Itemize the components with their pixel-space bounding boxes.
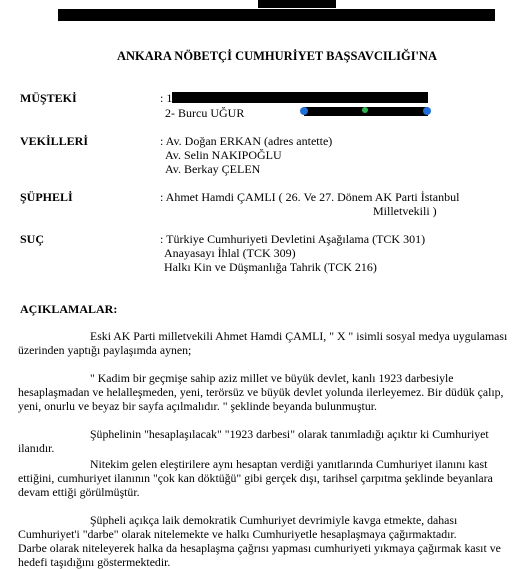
- paragraph-line: " Kadim bir geçmişe sahip aziz millet ve büyük devlet, kanlı 1923 darbesiyle: [90, 371, 454, 385]
- vekilleri-line2: Av. Selin NAKIPOĞLU: [165, 148, 282, 162]
- musteki-label: MÜŞTEKİ: [20, 91, 77, 105]
- paragraph-line: yeni, onurlu ve beyaz bir sayfa açılmalıdır. " şeklinde beyanda bulunmuştur.: [18, 399, 377, 413]
- paragraph-line: Şüpheli açıkça laik demokratik Cumhuriyet devrimiyle kavga etmekte, dahası: [90, 513, 458, 527]
- paragraph-line: üzerinden yaptığı paylaşımda aynen;: [18, 343, 192, 357]
- paragraph-line: Cumhuriyet'i "darbe" olarak nitelemekte ve halkı Cumhuriyetle hesaplaşmaya çağırmaktadır.: [18, 527, 457, 541]
- musteki-line2: 2- Burcu UĞUR: [165, 106, 245, 120]
- suc-line1: : Türkiye Cumhuriyeti Devletini Aşağılama (TCK 301): [160, 232, 426, 246]
- vekilleri-line3: Av. Berkay ÇELEN: [165, 162, 261, 176]
- vekilleri-label: VEKİLLERİ: [20, 134, 89, 148]
- selection-handle-center[interactable]: [362, 107, 368, 113]
- suc-line3: Halkı Kin ve Düşmanlığa Tahrik (TCK 216): [164, 260, 377, 274]
- paragraph-line: Şüphelinin "hesaplaşılacak" "1923 darbesi" olarak tanımladığı açıktır ki Cumhuriyet: [90, 427, 489, 441]
- paragraph-line: Eski AK Parti milletvekili Ahmet Hamdi ÇAMLI, " X " isimli sosyal medya uygulaması: [90, 329, 508, 343]
- page-title: ANKARA NÖBETÇİ CUMHURİYET BAŞSAVCILIĞI'NA: [117, 49, 438, 63]
- paragraph-line: hesaplaşmadan ve helalleşmeden, yeni, terörsüz ve büyük devlet yolunda ilerleyemez. Bir düdük çalıp,: [18, 385, 504, 399]
- paragraph-line: ettiğini, cumhuriyet ilanının "çok kan döktüğü" gibi gerçek dışı, tarihsel çarpıtma şeklinde beyanlara: [18, 471, 493, 485]
- suc-line2: Anayasayı İhlal (TCK 309): [164, 246, 296, 260]
- paragraph-line: devam ettiği görülmüştür.: [18, 485, 140, 499]
- supheli-line1: : Ahmet Hamdi ÇAMLI ( 26. Ve 27. Dönem AK Parti İstanbul: [160, 190, 460, 204]
- paragraph-line: Nitekim gelen eleştirilere aynı hesaptan verdiği yanıtlarında Cumhuriyet ilanını kast: [90, 457, 488, 471]
- supheli-line2: Milletvekili ): [373, 204, 437, 218]
- vekilleri-line1: : Av. Doğan ERKAN (adres antette): [160, 134, 333, 148]
- paragraph-line: Darbe olarak niteleyerek halka da hesaplaşma çağrısı yapması cumhuriyeti yıkmaya çağırmak kasıt ve: [18, 541, 501, 555]
- suc-label: SUÇ: [20, 232, 45, 246]
- paragraph-line: ilanıdır.: [18, 441, 55, 455]
- section-heading: AÇIKLAMALAR:: [20, 302, 118, 316]
- selection-handle-left[interactable]: [300, 107, 308, 115]
- musteki-line1-prefix: : 1: [160, 91, 173, 105]
- supheli-label: ŞÜPHELİ: [20, 190, 73, 204]
- redacted-complainant-1: [172, 92, 428, 103]
- paragraph-line: hedefi taşıdığını göstermektedir.: [18, 555, 171, 569]
- selection-handle-right[interactable]: [423, 107, 431, 115]
